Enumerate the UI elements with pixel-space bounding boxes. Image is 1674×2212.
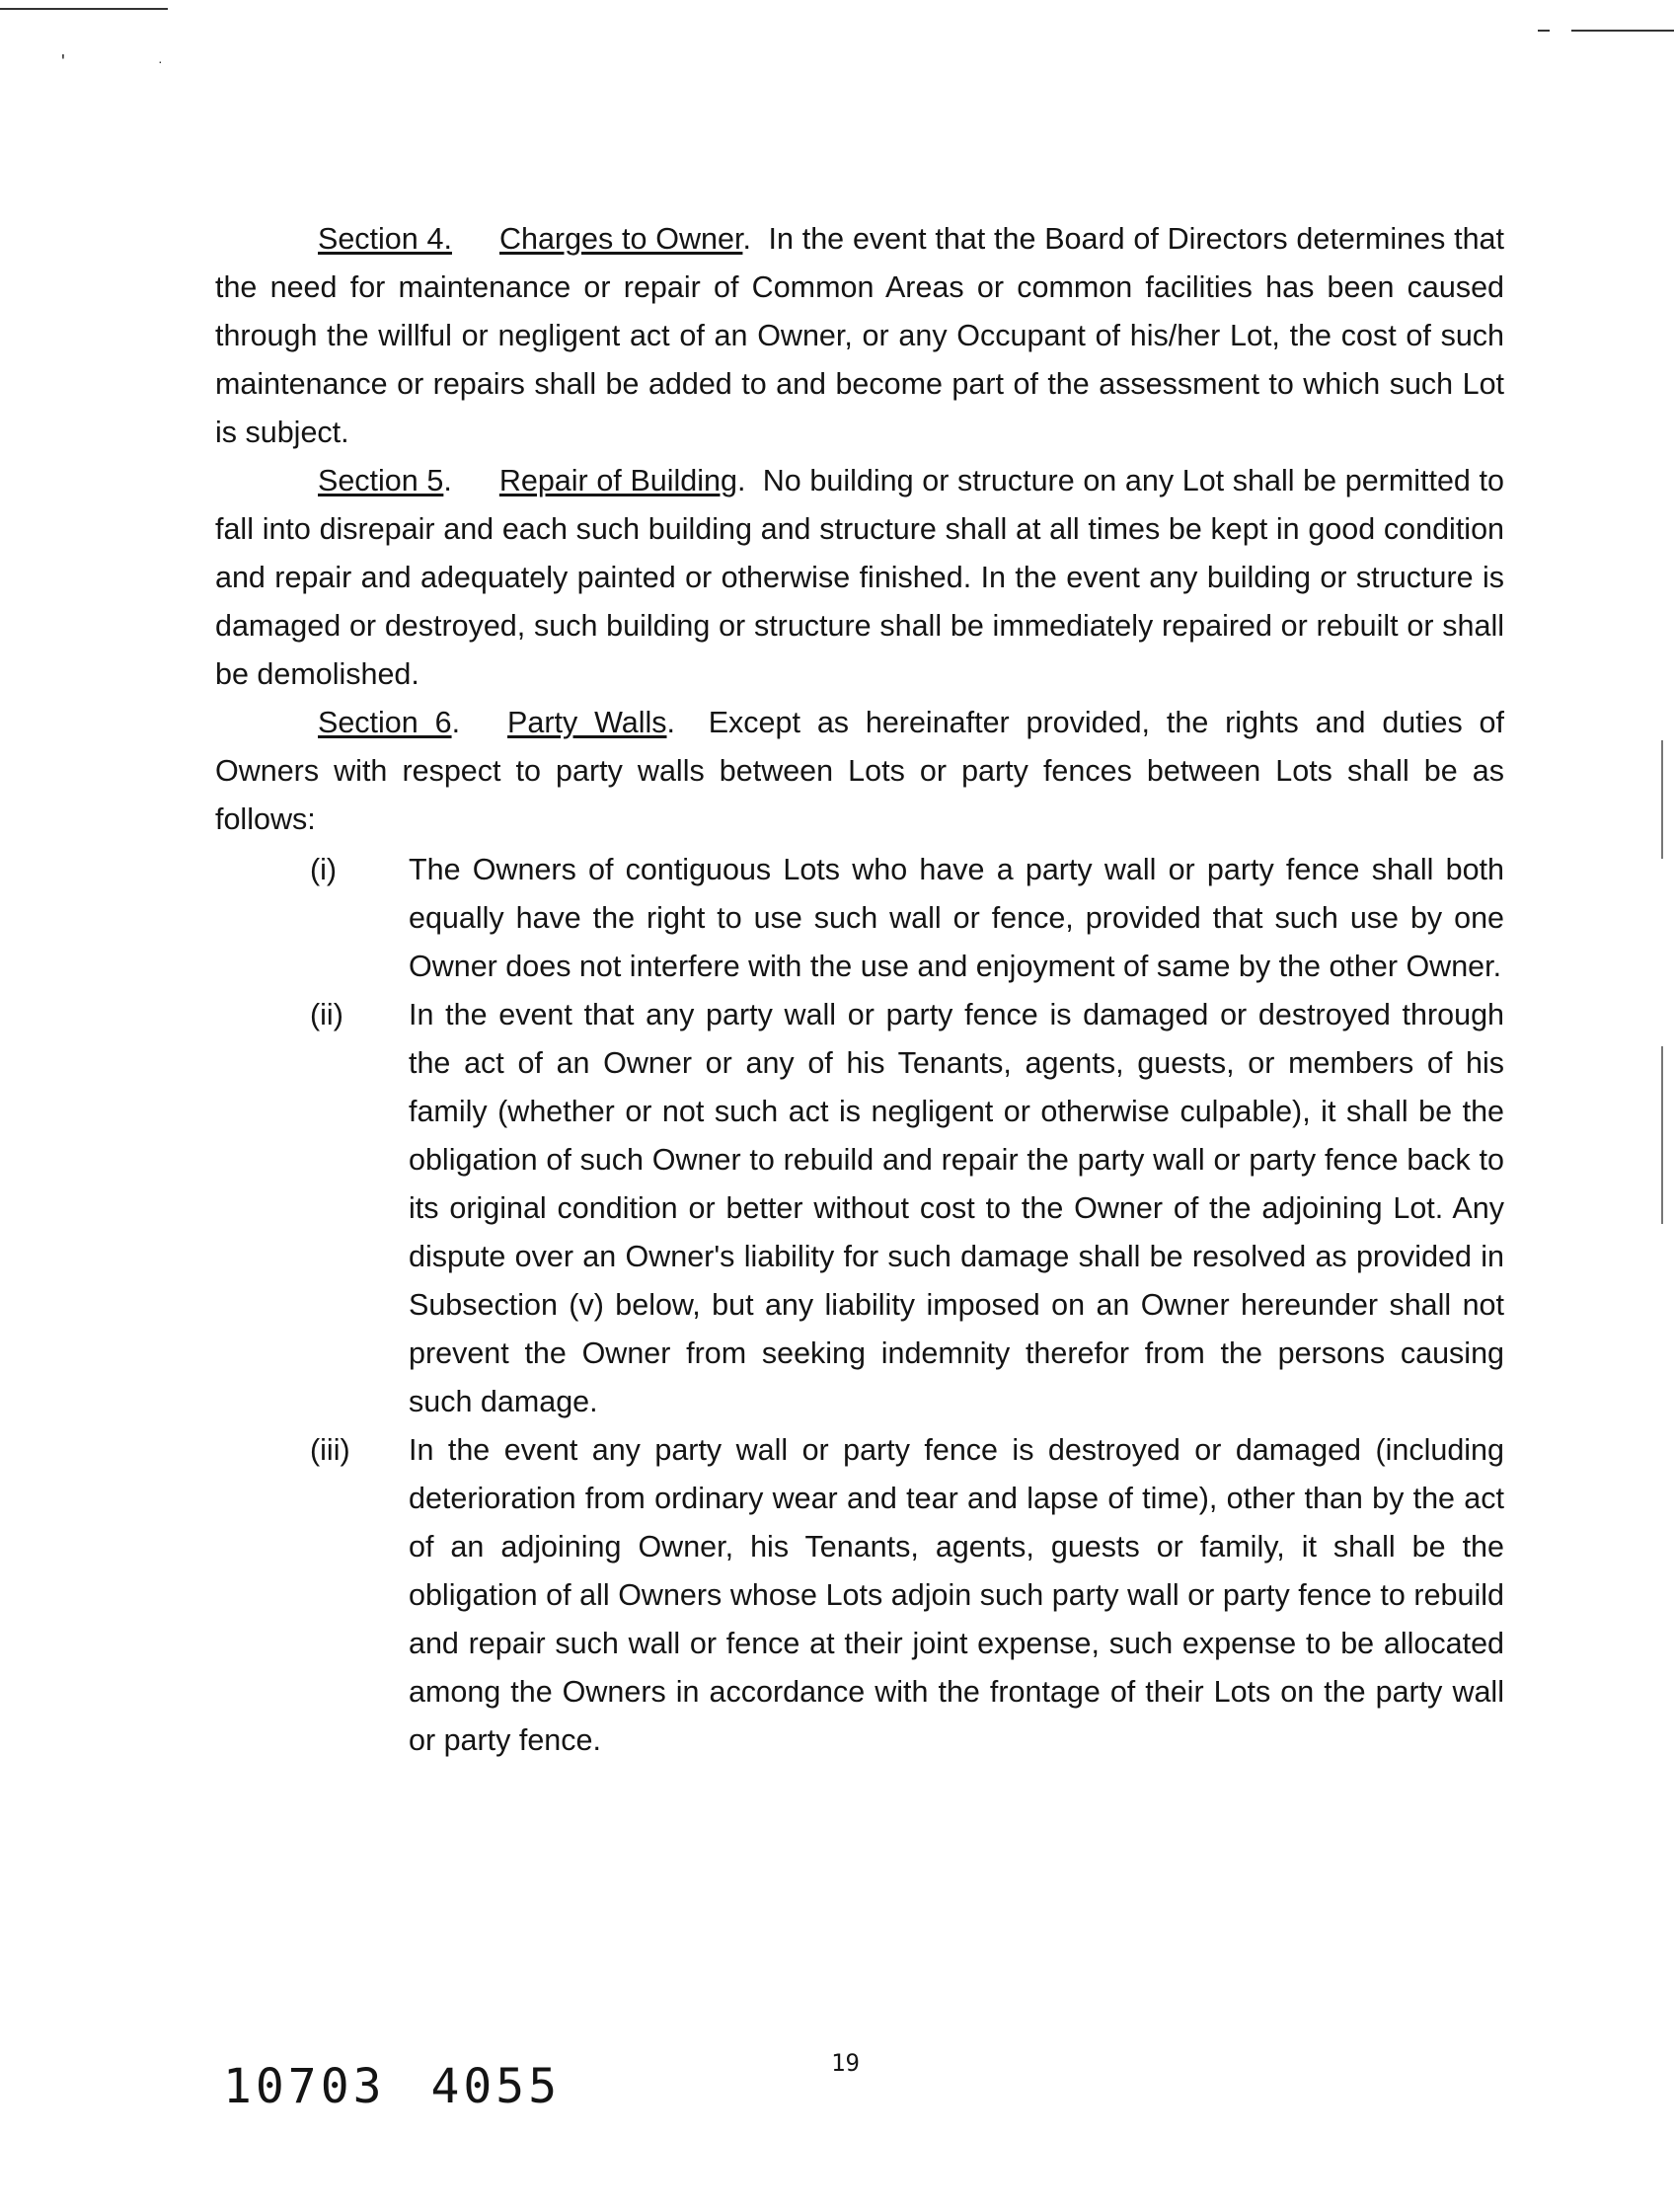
list-text: The Owners of contiguous Lots who have a party wall or party fence shall both equally have the right to use such wall or fence, provided that such use by one Owner does not interfere with the use and enjoyment of same by the other Owner.: [409, 853, 1504, 983]
section-number-punct: .: [443, 464, 452, 497]
section-title: Party Walls: [507, 706, 667, 739]
section-number: Section 5: [318, 464, 444, 497]
list-text: In the event any party wall or party fence is destroyed or damaged (including deterioration from ordinary wear and tear and lapse of time), other than by the act of an adjoining Owner, his Tenants, agents, guests or family, it shall be the obligation of all Owners whose Lots adjoin such party wall or party fence to rebuild and repair such wall or fence at their joint expense, such expense to be allocated among the Owners in accordance with the frontage of their Lots on the party wall or party fence.: [409, 1433, 1504, 1757]
section-title: Charges to Owner: [498, 222, 743, 256]
document-body: [215, 215, 1504, 1765]
section-body: Except as hereinafter provided, the rights and duties of Owners with respect to party walls between Lots or party fences between Lots shall be as follows:: [215, 706, 1504, 836]
section-body: In the event that the Board of Directors determines that the need for maintenance or repair of Common Areas or common facilities has been caused through the willful or negligent act of an Owner, or any Occupant of his/her Lot, the cost of such maintenance or repairs shall be added to and become part of the assessment to which such Lot is subject.: [215, 222, 1504, 449]
book-number: 10703: [223, 2059, 386, 2114]
section-body: No building or structure on any Lot shall be permitted to fall into disrepair and each such building and structure shall at all times be kept in good condition and repair and adequately painted or otherwise finished. In the event any building or structure is damaged or destroyed, such building or structure shall be immediately repaired or rebuilt or shall be demolished.: [215, 464, 1504, 691]
section-number: Section 6: [318, 706, 452, 739]
list-marker: (iii): [310, 1433, 350, 1467]
scan-edge-mark: [1538, 30, 1550, 32]
section-4: [215, 215, 1504, 457]
section-6: [215, 699, 1504, 844]
section-title: Repair of Building: [498, 464, 737, 497]
list-item: [215, 1426, 1504, 1765]
party-wall-list: [215, 846, 1504, 1765]
book-page-stamp: [223, 2059, 561, 2114]
scan-edge-line: [1661, 1046, 1663, 1224]
section-title-punct: .: [666, 706, 675, 739]
section-number-punct: .: [451, 706, 461, 739]
scan-edge-line: [1661, 740, 1663, 859]
section-5: [215, 457, 1504, 699]
section-number: Section 4.: [318, 222, 452, 256]
scan-edge-mark: [1571, 30, 1674, 32]
scan-speck: ʹ: [61, 51, 65, 73]
list-item: [215, 991, 1504, 1426]
section-title-punct: .: [742, 222, 751, 256]
list-item: [215, 846, 1504, 991]
section-title-punct: .: [736, 464, 746, 497]
scan-speck: ·: [158, 53, 163, 69]
scan-edge-mark: [0, 8, 168, 10]
list-marker: (ii): [310, 998, 343, 1031]
page-stamp-number: 4055: [430, 2059, 562, 2114]
list-marker: (i): [310, 853, 338, 886]
page-number: 19: [831, 2049, 860, 2077]
list-text: In the event that any party wall or party fence is damaged or destroyed through the act of an Owner or any of his Tenants, agents, guests, or members of his family (whether or not such act is negligent or otherwise culpable), it shall be the obligation of such Owner to rebuild and repair the party wall or party fence back to its original condition or better without cost to the Owner of the adjoining Lot. Any dispute over an Owner's liability for such damage shall be resolved as provided in Subsection (v) below, but any liability imposed on an Owner hereunder shall not prevent the Owner from seeking indemnity therefor from the persons causing such damage.: [409, 998, 1504, 1418]
